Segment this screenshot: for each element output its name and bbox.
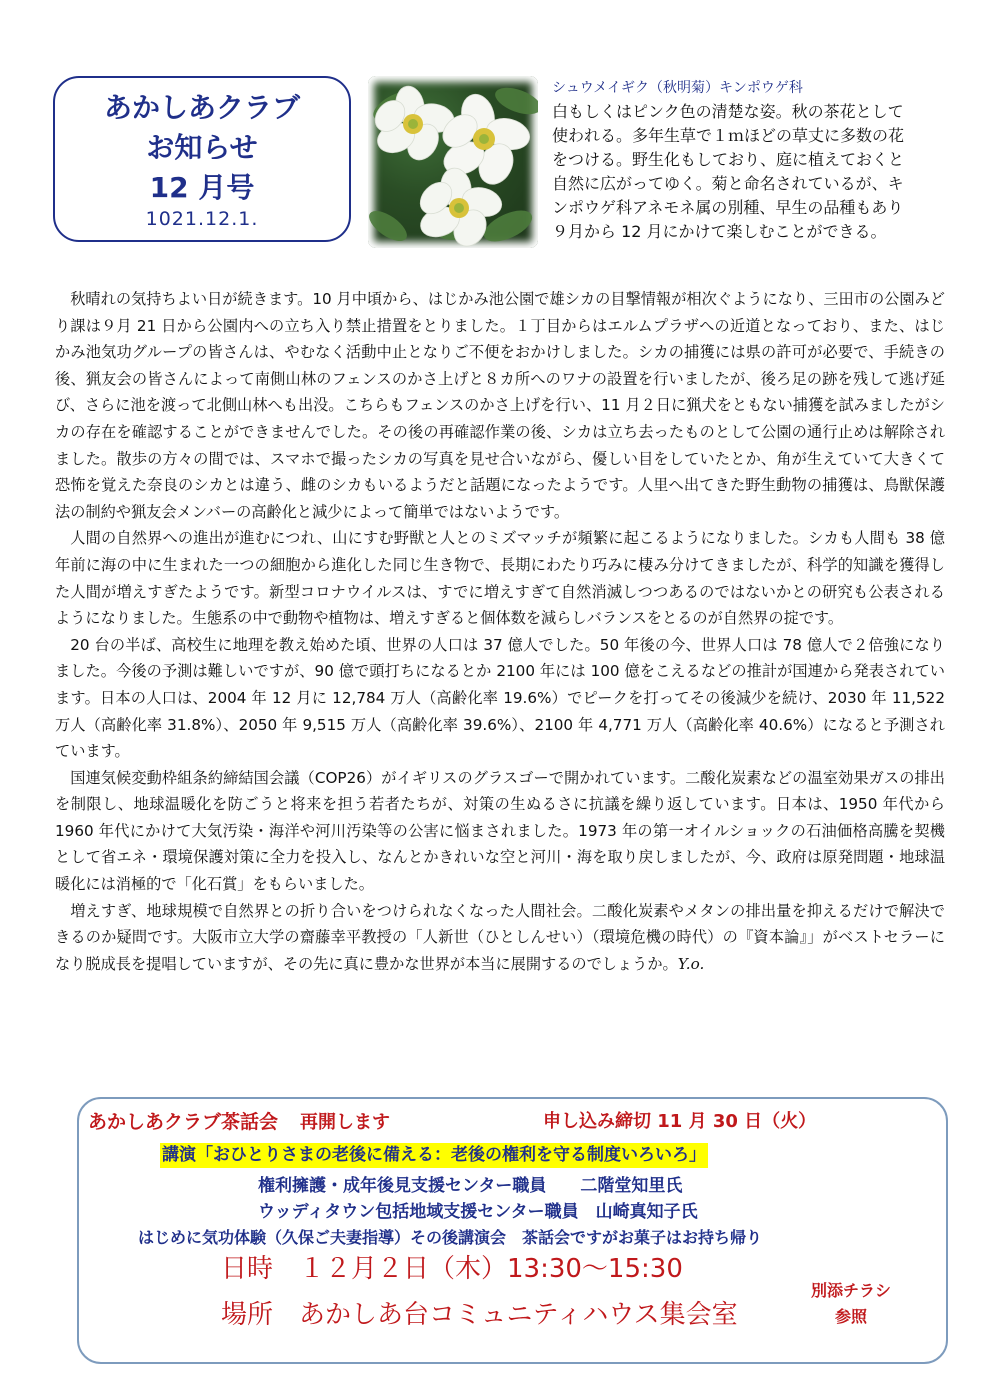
flower-text-line: 白もしくはピンク色の清楚な姿。秋の茶花として [552,102,904,121]
article-paragraph: 20 台の半ば、高校生に地理を教え始めた頃、世界の人口は 37 億人でした。50 年後の今、世界人口は 78 億人で２倍強になりました。今後の予測は難しいですが、90 億で頭打ちになるとか 2100 年には 100 億をこえるなどの推計が国連から発表されています。日本の人口は、2004 年 12 月に 12,784 万人（高齢化率 19.6%）でピークを打ってその後減少を続け、2030 年 11,522 万人（高齢化率 31.8%）、2050 年 9,515 万人（高齢化率 39.6%）、2100 年 4,771 万人（高齢化率 40.6%）になると予測されています。 [55,635,945,761]
speaker-1: 権利擁護・成年後見支援センター職員 二階堂知里氏 [258,1176,683,1196]
speaker-2: ウッディタウン包括地域支援センター職員 山崎真知子氏 [258,1202,698,1222]
issue-label: 12 月号 [149,171,255,204]
article-paragraph: 国連気候変動枠組条約締結国会議（COP26）がイギリスのグラスゴーで開かれています。二酸化炭素などの温室効果ガスの排出を制限し、地球温暖化を防ごうと将来を担う若者たちが、対策の生ぬるさに抗議を繰り返しています。日本は、1950 年代から 1960 年代にかけて大気汚染・海洋や河川汚染等の公害に悩まされました。1973 年の第一オイルショックの石油価格高騰を契機として省エネ・環境保護対策に全力を投入し、なんとかきれいな空と河川・海を取り戻しましたが、今、政府は原発問題・地球温暖化には消極的で「化石賞」をもらいました。 [55,768,946,894]
flower-text-line: ンポウゲ科アネモネ属の別種、早生の品種もあり [552,198,904,217]
notice-label: お知らせ [146,131,258,164]
event-datetime: 日時 １２月２日（木）13:30～15:30 [221,1254,683,1284]
author-signature: Y.o. [677,954,705,973]
event-name: あかしあクラブ茶話会 [88,1111,279,1133]
flower-text [552,100,952,244]
flyer-reference [796,1278,906,1330]
event-deadline: 申し込み締切 11 月 30 日（火） [543,1111,817,1132]
article-last-paragraph [55,898,945,978]
event-reopen: 再開します [300,1112,391,1133]
issue-date: 1021.12.1. [145,208,259,230]
event-header [88,1108,938,1137]
article-paragraph-text: 増えすぎ、地球規模で自然界との折り合いをつけられなくなった人間社会。二酸化炭素やメタンの排出量を抑えるだけで解決できるのか疑問です。大阪市立大学の齋藤幸平教授の「人新世（ひとしんせい）（環境危機の時代）の『資本論』」がベストセラーになり脱成長を提唱していますが、その先に真に豊かな世界が本当に展開するのでしょうか。 [55,901,945,973]
flower-text-line: 自然に広がってゆく。菊と命名されているが、キ [552,174,904,193]
event-program-note: はじめに気功体験（久保ご夫妻指導）その後講演会 茶話会ですがお菓子はお持ち帰り [138,1228,763,1247]
club-name: あかしあクラブ [103,91,300,124]
flower-name: シュウメイギク（秋明菊）キンポウゲ科 [552,80,803,96]
flower-photo [368,76,538,248]
anemone-flower-image [368,76,538,248]
flyer-reference-line: 参照 [834,1307,867,1326]
flower-text-line: 使われる。多年生草で１ｍほどの草丈に多数の花 [552,126,905,145]
flyer-reference-line: 別添チラシ [810,1281,891,1300]
flower-text-line: ９月から 12 月にかけて楽しむことができる。 [552,222,887,241]
flower-description [552,76,952,244]
lecture-topic: 講演「おひとりさまの老後に備える：老後の権利を守る制度いろいろ」 [160,1143,708,1168]
article-paragraph: 人間の自然界への進出が進むにつれ、山にすむ野獣と人とのミズマッチが頻繁に起こるようになりました。シカも人間も 38 億年前に海の中に生まれた一つの細胞から進化した同じ生き物で、長期にわたり巧みに棲み分けてきましたが、科学的知識を獲得した人間が増えすぎたようです。新型コロナウイルスは、すでに増えすぎて自然消滅しつつあるのではないかとの研究も公表されるようになりました。生態系の中で動物や植物は、増えすぎると個体数を減らしバランスをとるのが自然界の掟です。 [55,529,945,628]
flower-text-line: をつける。野生化もしており、庭に植えておくと [552,150,905,169]
newsletter-title-box [53,76,351,242]
article-body [55,286,945,977]
article-paragraph: 秋晴れの気持ちよい日が続きます。10 月中頃から、はじかみ池公園で雄シカの目撃情報が相次ぐようになり、三田市の公園みどり課は９月 21 日から公園内への立ち入り禁止措置をとりました。１丁目からはエルムプラザへの近道となっており、また、はじかみ池気功グループの皆さんは、やむなく活動中止となりご不便をおかけしました。シカの捕獲には県の許可が必要で、手続きの後、猟友会の皆さんによって南側山林のフェンスのかさ上げと８カ所へのワナの設置を行いましたが、後ろ足の跡を残して逃げ延び、さらに池を渡って北側山林へも出没。こちらもフェンスのかさ上げを行い、11 月２日に猟犬をともない捕獲を試みましたがシカの存在を確認することができませんでした。その後の再確認作業の後、シカは立ち去ったものとして公園の通行止めは解除されました。散歩の方々の間では、スマホで撮ったシカの写真を見せ合いながら、優しい目をしていたとか、角が生えていて大きくて恐怖を覚えた奈良のシカとは違う、雌のシカもいるようだと話題になったようです。人里へ出てきた野生動物の捕獲は、鳥獣保護法の制約や猟友会メンバーの高齢化と減少によって簡単ではないようです。 [55,290,946,521]
event-venue: 場所 あかしあ台コミュニティハウス集会室 [221,1300,738,1330]
